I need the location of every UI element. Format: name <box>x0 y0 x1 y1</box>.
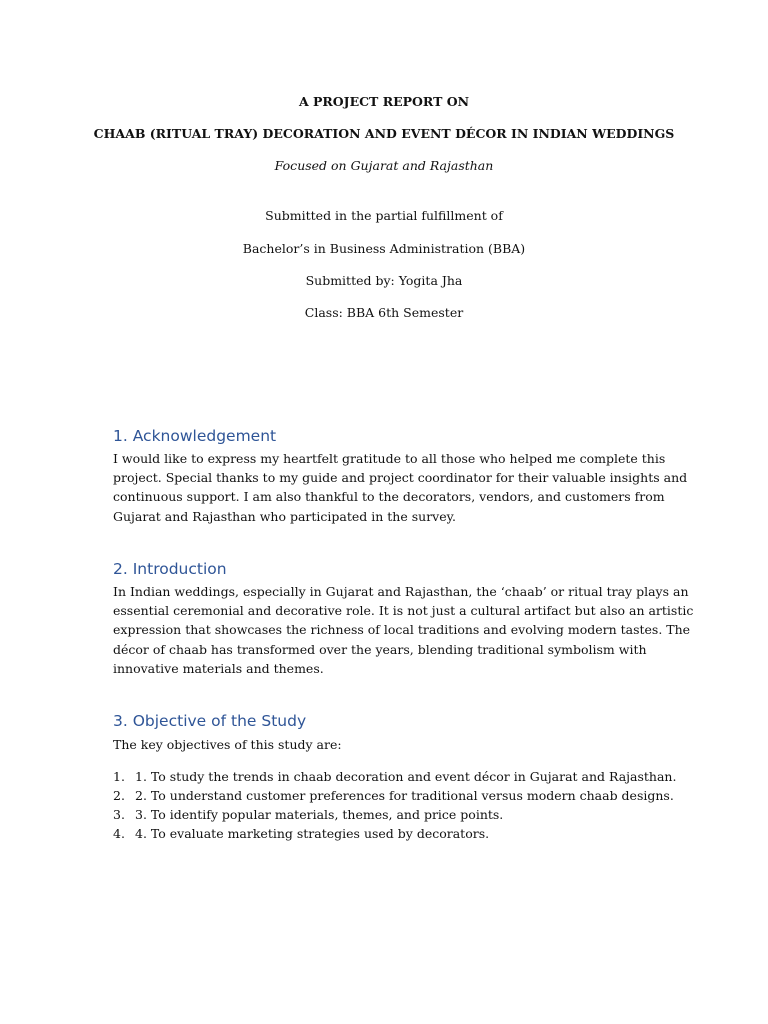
paragraph-line: décor of chaab has transformed over the years, blending traditional symbolism with <box>113 641 647 657</box>
paragraph-line: innovative materials and themes. <box>113 660 324 676</box>
list-text: 4. To evaluate marketing strategies used by decorators. <box>135 826 490 841</box>
list-item <box>113 767 677 786</box>
report-title: CHAAB (RITUAL TRAY) DECORATION AND EVENT DÉCOR IN INDIAN WEDDINGS <box>93 126 675 141</box>
list-item <box>113 824 673 843</box>
acknowledgement-paragraph <box>113 449 688 526</box>
class-text: Class: BBA 6th Semester <box>304 305 464 320</box>
introduction-paragraph <box>113 582 694 678</box>
paragraph-line: I would like to express my heartfelt gratitude to all those who helped me complete this <box>113 451 666 466</box>
objective-heading: 3. Objective of the Study <box>113 712 307 730</box>
paragraph-line: project. Special thanks to my guide and project coordinator for their valuable insights and <box>113 470 688 486</box>
list-text: 1. To study the trends in chaab decoration and event décor in Gujarat and Rajasthan. <box>135 769 677 784</box>
paragraph-line: Gujarat and Rajasthan who participated in the survey. <box>113 508 456 524</box>
paragraph-line: expression that showcases the richness of local traditions and evolving modern tastes. The <box>113 622 691 638</box>
paragraph-line: In Indian weddings, especially in Gujarat and Rajasthan, the ‘chaab’ or ritual tray plays an <box>113 584 689 599</box>
report-label: A PROJECT REPORT ON <box>298 94 470 109</box>
objective-intro: The key objectives of this study are: <box>113 737 342 752</box>
objectives-list <box>113 767 677 843</box>
list-number: 2. <box>113 788 125 803</box>
list-number: 3. <box>113 807 125 822</box>
paragraph-line: essential ceremonial and decorative role. It is not just a cultural artifact but also an artistic <box>113 603 694 619</box>
list-text: 2. To understand customer preferences for traditional versus modern chaab designs. <box>135 788 674 803</box>
introduction-heading: 2. Introduction <box>113 560 227 578</box>
list-text: 3. To identify popular materials, themes, and price points. <box>135 807 504 822</box>
submitted-by-text: Submitted by: Yogita Jha <box>305 273 463 288</box>
acknowledgement-heading: 1. Acknowledgement <box>113 427 277 445</box>
paragraph-line: continuous support. I am also thankful to the decorators, vendors, and customers from <box>113 489 665 505</box>
list-item <box>113 805 673 824</box>
list-number: 4. <box>113 826 125 841</box>
list-number: 1. <box>113 769 125 784</box>
report-subtitle: Focused on Gujarat and Rajasthan <box>274 158 494 173</box>
submitted-in-text: Submitted in the partial fulfillment of <box>265 208 503 223</box>
degree-text: Bachelor’s in Business Administration (BBA) <box>242 241 526 256</box>
list-item <box>113 786 673 805</box>
